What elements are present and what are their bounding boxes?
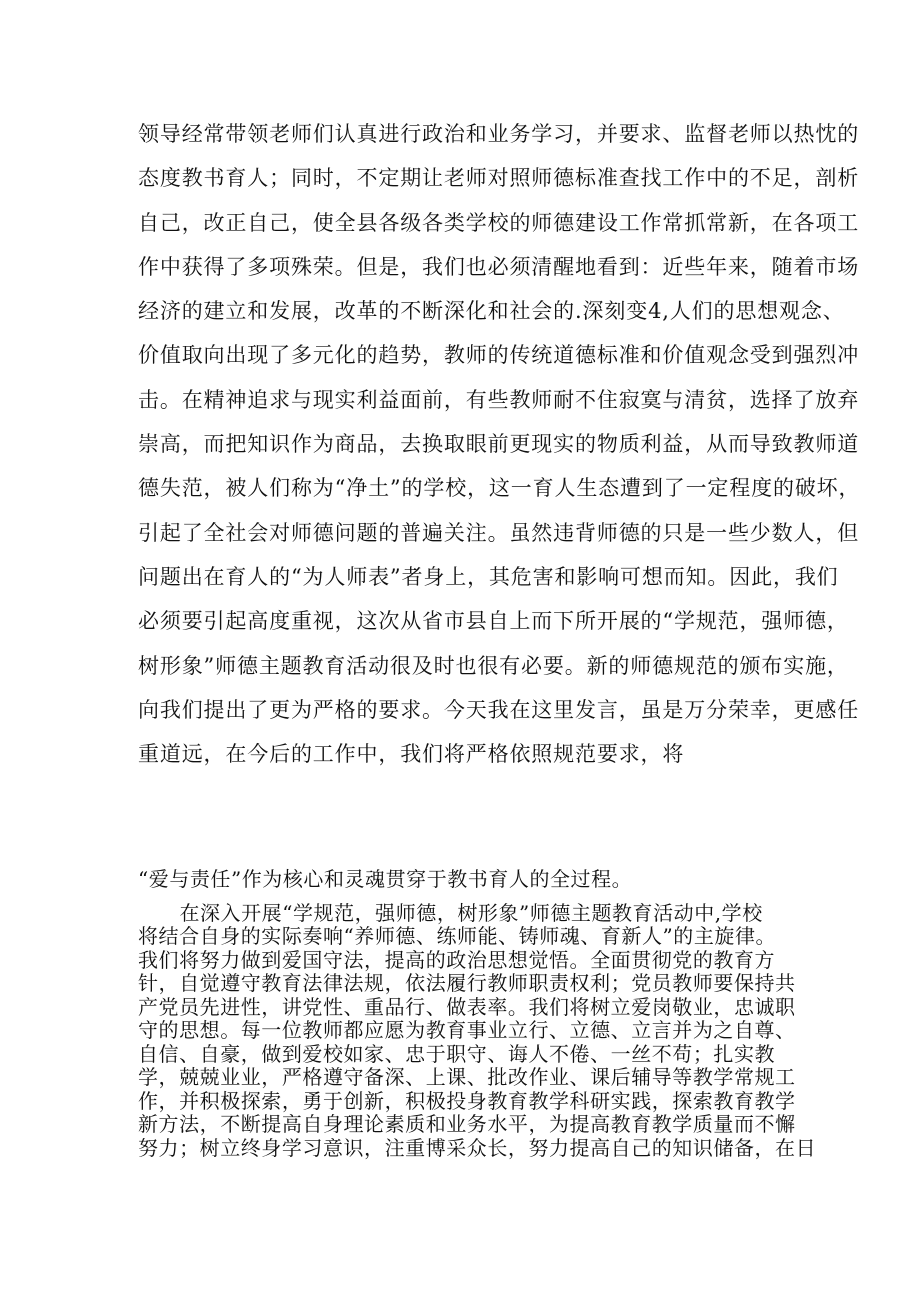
text-line: 我们将努力做到爱国守法，提高的政治思想觉悟。全面贯彻党的教育方 [138,947,776,972]
text-line: 击。在精神追求与现实利益面前，有些教师耐不住寂寞与清贫，选择了放弃 [138,387,860,412]
text-line: 向我们提出了更为严格的要求。今天我在这里发言，虽是万分荣幸，更感任 [138,697,860,722]
text-line: 引起了全社会对师德问题的普遍关注。虽然违背师德的只是一些少数人，但 [138,520,860,545]
text-line: 崇高，而把知识作为商品，去换取眼前更现实的物质利益，从而导致教师道 [138,432,860,457]
text-line: 产党员先进性，讲党性、重品行、做表率。我们将树立爱岗敬业，忠诚职 [138,994,796,1019]
text-line: 领导经常带领老师们认真进行政治和业务学习，并要求、监督老师以热忱的 [138,122,860,146]
paragraph-gap [138,892,798,902]
text-line: 守的思想。每一位教师都应愿为教育事业立行、立德、立言并为之自尊、 [138,1018,796,1042]
text-line: 问题出在育人的“为人师表”者身上，其危害和影响可想而知。因此，我们 [138,564,839,589]
text-line: 态度教书育人；同时，不定期让老师对照师德标准查找工作中的不足，剖析 [138,166,860,191]
text-line: “爱与责任”作为核心和灵魂贯穿于教书育人的全过程。 [138,867,633,891]
upper-paragraph [138,112,861,776]
text-line: 作，并积极探索，勇于创新，积极投身教育教学科研实践，探索教育教学 [138,1088,796,1113]
text-line: 针，自觉遵守教育法律法规，依法履行教师职责权利；党员教师要保持共 [138,971,796,995]
text-line: 学，兢兢业业，严格遵守备深、上课、批改作业、课后辅导等教学常规工 [138,1065,796,1089]
text-line: 将结合自身的实际奏响“养师德、练师能、铸师魂、育新人”的主旋律。 [138,924,777,948]
text-line: 作中获得了多项殊荣。但是，我们也必须清醒地看到：近些年来，随着市场 [138,254,860,279]
text-line: 经济的建立和发展，改革的不断深化和社会的.深刻变4,人们的思想观念、 [138,299,845,324]
text-line: 必须要引起高度重视，这次从省市县自上而下所开展的“学规范，强师德， [138,609,849,634]
text-line: 新方法，不断提高自身理论素质和业务水平，为提高教育教学质量而不懈 [138,1112,796,1136]
text-line: 德失范，被人们称为“净土”的学校，这一育人生态遭到了一定程度的破坏， [138,476,861,501]
text-line: 自己，改正自己，使全县各级各类学校的师德建设工作常抓常新，在各项工 [138,210,860,235]
text-line: 自信、自豪，做到爱校如家、忠于职守、诲人不倦、一丝不苟；扎实教 [138,1041,776,1066]
text-line: 努力；树立终身学习意识，注重博采众长，努力提高自己的知识储备，在日 [138,1135,817,1160]
text-line: 价值取向出现了多元化的趋势，教师的传统道德标准和价值观念受到强烈冲 [138,343,860,368]
text-line: 树形象”师德主题教育活动很及时也很有必要。新的师德规范的颁布实施， [138,653,849,678]
text-line: 在深入开展“学规范，强师德，树形象”师德主题教育活动中,学校 [138,900,763,925]
lower-paragraph [138,867,817,1160]
text-line: 重道远，在今后的工作中，我们将严格依照规范要求，将 [138,742,685,767]
